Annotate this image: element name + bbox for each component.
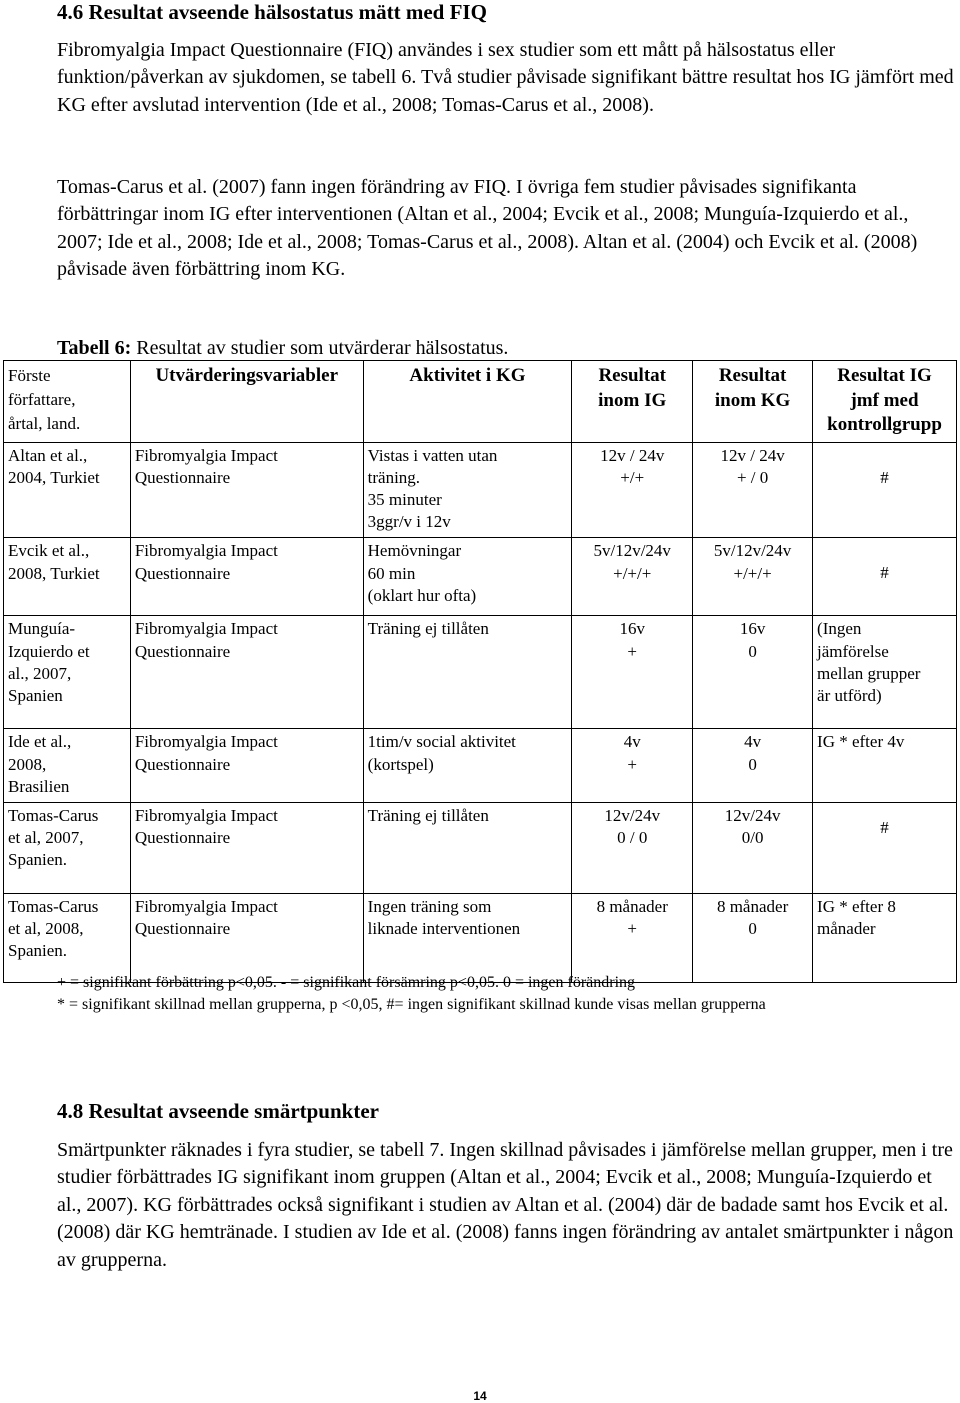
cell-result-kg: 12v / 24v + / 0 [693, 442, 813, 538]
table-row [4, 538, 957, 616]
cell-activity: Hemövningar 60 min (oklart hur ofta) [363, 538, 572, 616]
cell-compare [813, 538, 957, 616]
cell-compare: IG * efter 4v [813, 729, 957, 803]
cell-author: Munguía- Izquierdo et al., 2007, Spanien [4, 616, 131, 729]
compare-value: # [880, 467, 889, 487]
cell-compare: IG * efter 8 månader [813, 893, 957, 982]
cell-activity: Vistas i vatten utan träning. 35 minuter 3ggr/v i 12v [363, 442, 572, 538]
cell-result-kg: 12v/24v 0/0 [693, 802, 813, 893]
results-table [3, 360, 957, 983]
header-author: Förste författare, årtal, land. [4, 361, 131, 443]
cell-variable: Fibromyalgia Impact Questionnaire [130, 442, 363, 538]
cell-activity: Träning ej tillåten [363, 616, 572, 729]
paragraph-fiq-intro: Fibromyalgia Impact Questionnaire (FIQ) användes i sex studier som ett mått på hälsostatus eller funktion/påverkan av sjukdomen, se tabell 6. Två studier påvisade signifikant bättre resultat hos IG jämfört med KG efter avslutad intervention (Ide et al., 2008; Tomas-Carus et al., 2008). [57, 39, 954, 116]
section-heading-4-6: 4.6 Resultat avseende hälsostatus mätt med FIQ [57, 0, 487, 24]
cell-result-ig: 4v + [572, 729, 693, 803]
table-caption [57, 336, 508, 360]
compare-value: # [880, 817, 889, 837]
cell-author: Tomas-Carus et al, 2007, Spanien. [4, 802, 131, 893]
paragraph-pain-points: Smärtpunkter räknades i fyra studier, se tabell 7. Ingen skillnad påvisades i jämförelse mellan grupper, men i tre studier förbättrades IG signifikant inom gruppen (Altan et al., 2004; Evcik et al., 2008; Munguía-Izquierdo et al., 2007). KG förbättrades också signifikant i studien av Altan et al. (2004) där de badade samt hos Evcik et al. (2008) där KG hemtränade. I studien av Ide et al. (2008) fanns ingen förändring av antalet smärtpunkter i någon av grupperna. [57, 1139, 954, 1271]
cell-author: Evcik et al., 2008, Turkiet [4, 538, 131, 616]
cell-compare [813, 442, 957, 538]
cell-result-kg: 4v 0 [693, 729, 813, 803]
cell-result-kg: 16v 0 [693, 616, 813, 729]
cell-author: Tomas-Carus et al, 2008, Spanien. [4, 893, 131, 982]
cell-result-ig: 12v / 24v +/+ [572, 442, 693, 538]
page-number: 14 [473, 1389, 487, 1403]
cell-compare: (Ingen jämförelse mellan grupper är utförd) [813, 616, 957, 729]
compare-value: # [880, 563, 889, 583]
cell-variable: Fibromyalgia Impact Questionnaire [130, 729, 363, 803]
cell-author: Ide et al., 2008, Brasilien [4, 729, 131, 803]
table-row [4, 893, 957, 982]
cell-result-kg: 5v/12v/24v +/+/+ [693, 538, 813, 616]
cell-variable: Fibromyalgia Impact Questionnaire [130, 538, 363, 616]
cell-activity: Ingen träning som liknade interventionen [363, 893, 572, 982]
cell-result-kg: 8 månader 0 [693, 893, 813, 982]
cell-activity: Träning ej tillåten [363, 802, 572, 893]
table-header-row [4, 361, 957, 443]
cell-author: Altan et al., 2004, Turkiet [4, 442, 131, 538]
header-result-ig: Resultat inom IG [572, 361, 693, 443]
table-row [4, 729, 957, 803]
cell-result-ig: 16v + [572, 616, 693, 729]
table-row [4, 802, 957, 893]
paragraph-fiq-results: Tomas-Carus et al. (2007) fann ingen förändring av FIQ. I övriga fem studier påvisades signifikanta förbättringar inom IG efter interventionen (Altan et al., 2004; Evcik et al., 2008; Munguía-Izquierdo et al., 2007; Ide et al., 2008; Ide et al., 2008; Tomas-Carus et al., 2008). Altan et al. (2004) och Evcik et al. (2008) påvisade även förbättring inom KG. [57, 176, 918, 281]
section-heading-4-8: 4.8 Resultat avseende smärtpunkter [57, 1099, 379, 1123]
table-footnote-significance: * = signifikant skillnad mellan grupperna, p <0,05, #= ingen signifikant skillnad kunde visas mellan grupperna [57, 996, 766, 1013]
table-caption-text: Resultat av studier som utvärderar hälsostatus. [131, 337, 509, 359]
header-result-compare: Resultat IG jmf med kontrollgrupp [813, 361, 957, 443]
cell-activity: 1tim/v social aktivitet (kortspel) [363, 729, 572, 803]
cell-variable: Fibromyalgia Impact Questionnaire [130, 802, 363, 893]
cell-variable: Fibromyalgia Impact Questionnaire [130, 616, 363, 729]
table-caption-label: Tabell 6: [57, 337, 132, 359]
cell-result-ig: 12v/24v 0 / 0 [572, 802, 693, 893]
cell-result-ig: 8 månader + [572, 893, 693, 982]
header-result-kg: Resultat inom KG [693, 361, 813, 443]
table-row [4, 616, 957, 729]
cell-result-ig: 5v/12v/24v +/+/+ [572, 538, 693, 616]
header-activity-kg: Aktivitet i KG [363, 361, 572, 443]
cell-compare [813, 802, 957, 893]
table-row [4, 442, 957, 538]
header-variables: Utvärderingsvariabler [130, 361, 363, 443]
cell-variable: Fibromyalgia Impact Questionnaire [130, 893, 363, 982]
table-footnote-legend: + = signifikant förbättring p<0,05. - = signifikant försämring p<0,05. 0 = ingen förändring [57, 974, 636, 991]
